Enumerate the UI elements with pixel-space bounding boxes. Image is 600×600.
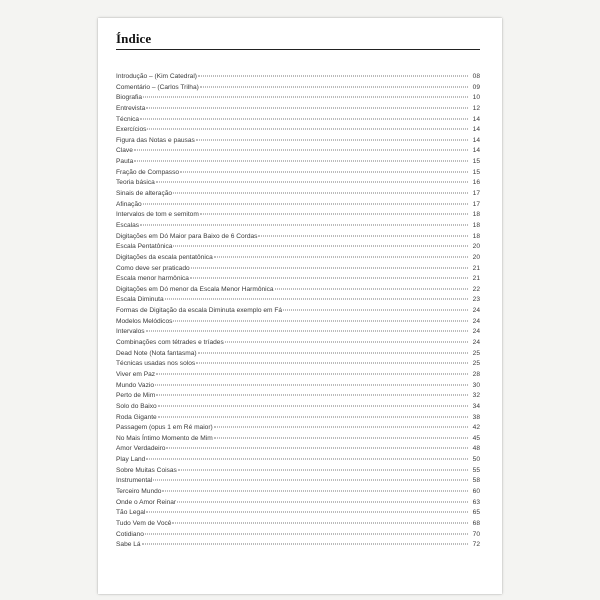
toc-entry-title: Sabe Lá bbox=[116, 541, 141, 549]
toc-entry bbox=[116, 391, 480, 402]
toc-entry-page: 70 bbox=[472, 530, 480, 538]
dot-leader bbox=[173, 193, 468, 194]
toc-entry-title: Dead Note (Nota fantasma) bbox=[116, 349, 197, 357]
dot-leader bbox=[140, 224, 468, 225]
toc-entry bbox=[116, 444, 480, 455]
toc-entry bbox=[116, 317, 480, 328]
dot-leader bbox=[214, 427, 468, 428]
toc-entry-title: Entrevista bbox=[116, 104, 146, 112]
toc-entry bbox=[116, 104, 480, 115]
dot-leader bbox=[146, 107, 468, 108]
toc-entry-title: Onde o Amor Reinar bbox=[116, 498, 177, 506]
toc-entry-title: Formas de Digitação da escala Diminuta exemplo em Fá bbox=[116, 307, 283, 315]
toc-entry-page: 14 bbox=[472, 136, 480, 144]
toc-entry bbox=[116, 189, 480, 200]
toc-entry bbox=[116, 115, 480, 126]
toc-entry-title: Play Land bbox=[116, 456, 146, 464]
toc-entry-title: Clave bbox=[116, 147, 133, 155]
toc-entry-page: 24 bbox=[472, 328, 480, 336]
toc-entry-title: Escala Pentatônica bbox=[116, 243, 173, 251]
toc-entry-title: Técnicas usadas nos solos bbox=[116, 360, 196, 368]
dot-leader bbox=[225, 342, 468, 343]
dot-leader bbox=[173, 246, 468, 247]
toc-entry-page: 22 bbox=[472, 285, 480, 293]
toc-entry-page: 24 bbox=[472, 317, 480, 325]
toc-entry-title: Introdução – (Kim Catedral) bbox=[116, 73, 197, 80]
dot-leader bbox=[146, 331, 468, 332]
dot-leader bbox=[145, 533, 468, 534]
toc-entry-page: 38 bbox=[472, 413, 480, 421]
toc-entry bbox=[116, 434, 480, 445]
toc-entry bbox=[116, 381, 480, 392]
toc-entry-page: 63 bbox=[472, 498, 480, 506]
dot-leader bbox=[162, 490, 468, 491]
toc-entry-title: Instrumental bbox=[116, 477, 153, 485]
toc-entry-page: 17 bbox=[472, 200, 480, 208]
toc-entry-page: 32 bbox=[472, 392, 480, 400]
toc-entry-page: 14 bbox=[472, 126, 480, 134]
toc-entry bbox=[116, 306, 480, 317]
toc-entry-title: Afinação bbox=[116, 200, 142, 208]
toc-entry-page: 58 bbox=[472, 477, 480, 485]
toc-entry-title: Teoria básica bbox=[116, 179, 155, 187]
title-divider bbox=[116, 49, 480, 50]
toc-entry-title: Tão Legal bbox=[116, 509, 146, 517]
toc-entry-page: 68 bbox=[472, 519, 480, 527]
toc-entry-page: 20 bbox=[472, 253, 480, 261]
toc-entry-page: 17 bbox=[472, 190, 480, 198]
toc-entry bbox=[116, 285, 480, 296]
toc-entry-page: 25 bbox=[472, 360, 480, 368]
dot-leader bbox=[196, 139, 468, 140]
toc-entry-title: Escala menor harmônica bbox=[116, 275, 189, 283]
dot-leader bbox=[198, 76, 468, 77]
dot-leader bbox=[180, 171, 468, 172]
toc-entry-title: Mundo Vazio bbox=[116, 381, 154, 389]
toc-entry bbox=[116, 232, 480, 243]
toc-entry bbox=[116, 349, 480, 360]
toc-entry bbox=[116, 370, 480, 381]
toc-entry-title: Figura das Notas e pausas bbox=[116, 136, 195, 144]
toc-entry-title: Tudo Vem de Você bbox=[116, 519, 172, 527]
toc-entry bbox=[116, 264, 480, 275]
toc-entry-page: 45 bbox=[472, 434, 480, 442]
toc-entry bbox=[116, 519, 480, 530]
toc-entry-title: Sobre Muitas Coisas bbox=[116, 466, 177, 474]
toc-entry-title: Viver em Paz bbox=[116, 370, 156, 378]
toc-entry-page: 25 bbox=[472, 349, 480, 357]
toc-entry-page: 50 bbox=[472, 456, 480, 464]
toc-entry-title: Digitações em Dó menor da Escala Menor Harmônica bbox=[116, 285, 274, 293]
toc-entry-page: 10 bbox=[472, 94, 480, 102]
toc-entry-title: Sinais de alteração bbox=[116, 190, 173, 198]
toc-entry-page: 18 bbox=[472, 211, 480, 219]
toc-entry-title: Amor Verdadeiro bbox=[116, 445, 166, 453]
toc-entry-page: 09 bbox=[472, 83, 480, 91]
toc-entry bbox=[116, 221, 480, 232]
dot-leader bbox=[134, 150, 468, 151]
dot-leader bbox=[143, 203, 468, 204]
dot-leader bbox=[190, 278, 468, 279]
dot-leader bbox=[156, 395, 468, 396]
toc-entry-page: 14 bbox=[472, 115, 480, 123]
toc-entry-title: Comentário – (Carlos Trilha) bbox=[116, 83, 199, 91]
toc-entry-page: 21 bbox=[472, 264, 480, 272]
dot-leader bbox=[142, 544, 468, 545]
toc-entry-title: Técnica bbox=[116, 115, 140, 123]
toc-entry bbox=[116, 455, 480, 466]
toc-entry-title: Passagem (opus 1 em Ré maior) bbox=[116, 424, 213, 432]
dot-leader bbox=[283, 310, 468, 311]
dot-leader bbox=[275, 288, 468, 289]
toc-entry-title: Roda Gigante bbox=[116, 413, 157, 421]
dot-leader bbox=[146, 459, 468, 460]
dot-leader bbox=[200, 214, 468, 215]
toc-entry-title: Fração de Compasso bbox=[116, 168, 180, 176]
toc-entry-page: 60 bbox=[472, 487, 480, 495]
dot-leader bbox=[214, 256, 468, 257]
toc-entry-page: 55 bbox=[472, 466, 480, 474]
toc-entry-page: 65 bbox=[472, 509, 480, 517]
toc-entry-title: Escala Diminuta bbox=[116, 296, 164, 304]
toc-entry-title: Digitações da escala pentatônica bbox=[116, 253, 213, 261]
toc-entry-page: 18 bbox=[472, 232, 480, 240]
toc-entry bbox=[116, 253, 480, 264]
toc-entry-title: Solo do Baixo bbox=[116, 402, 157, 410]
dot-leader bbox=[143, 97, 468, 98]
toc-entry-page: 15 bbox=[472, 168, 480, 176]
toc-entry-title: Como deve ser praticado bbox=[116, 264, 190, 272]
toc-entry bbox=[116, 274, 480, 285]
toc-entry-page: 16 bbox=[472, 179, 480, 187]
dot-leader bbox=[147, 129, 468, 130]
dot-leader bbox=[258, 235, 468, 236]
toc-entry bbox=[116, 210, 480, 221]
toc-entry bbox=[116, 402, 480, 413]
toc-entry-page: 24 bbox=[472, 339, 480, 347]
toc-entry-title: Intervalos de tom e semitom bbox=[116, 211, 199, 219]
toc-entry-title: Combinações com tétrades e tríades bbox=[116, 339, 224, 347]
toc-entry bbox=[116, 413, 480, 424]
toc-entry-page: 20 bbox=[472, 243, 480, 251]
toc-entry bbox=[116, 146, 480, 157]
toc-entry-page: 34 bbox=[472, 402, 480, 410]
toc-entry bbox=[116, 359, 480, 370]
dot-leader bbox=[196, 363, 468, 364]
toc-entry bbox=[116, 295, 480, 306]
toc-entry-title: Exercícios bbox=[116, 126, 147, 134]
toc-entry-page: 21 bbox=[472, 275, 480, 283]
dot-leader bbox=[178, 469, 468, 470]
dot-leader bbox=[140, 118, 468, 119]
toc-entry-page: 30 bbox=[472, 381, 480, 389]
dot-leader bbox=[177, 501, 468, 502]
toc-entry bbox=[116, 476, 480, 487]
dot-leader bbox=[155, 384, 468, 385]
table-of-contents bbox=[116, 72, 480, 551]
toc-entry bbox=[116, 93, 480, 104]
toc-entry-page: 08 bbox=[472, 73, 480, 80]
book-page bbox=[98, 18, 502, 594]
toc-entry bbox=[116, 200, 480, 211]
toc-entry-page: 23 bbox=[472, 296, 480, 304]
toc-entry-page: 72 bbox=[472, 541, 480, 549]
dot-leader bbox=[198, 352, 468, 353]
toc-entry-title: Escalas bbox=[116, 221, 140, 229]
toc-entry bbox=[116, 423, 480, 434]
toc-entry bbox=[116, 327, 480, 338]
toc-entry bbox=[116, 540, 480, 551]
dot-leader bbox=[158, 405, 468, 406]
dot-leader bbox=[191, 267, 468, 268]
toc-entry-title: Biografia bbox=[116, 94, 143, 102]
dot-leader bbox=[156, 373, 468, 374]
toc-entry-page: 12 bbox=[472, 104, 480, 112]
toc-entry-page: 18 bbox=[472, 221, 480, 229]
dot-leader bbox=[173, 320, 468, 321]
toc-entry bbox=[116, 508, 480, 519]
dot-leader bbox=[158, 416, 468, 417]
toc-entry bbox=[116, 466, 480, 477]
dot-leader bbox=[200, 86, 468, 87]
dot-leader bbox=[156, 182, 468, 183]
toc-entry bbox=[116, 157, 480, 168]
toc-entry bbox=[116, 83, 480, 94]
toc-entry-page: 15 bbox=[472, 158, 480, 166]
dot-leader bbox=[134, 161, 468, 162]
toc-entry-title: Modelos Melódicos bbox=[116, 317, 173, 325]
toc-entry bbox=[116, 498, 480, 509]
dot-leader bbox=[146, 512, 468, 513]
toc-entry bbox=[116, 338, 480, 349]
toc-entry bbox=[116, 487, 480, 498]
dot-leader bbox=[214, 437, 468, 438]
toc-entry-title: No Mais Íntimo Momento de Mim bbox=[116, 434, 213, 442]
toc-entry bbox=[116, 530, 480, 541]
dot-leader bbox=[172, 522, 468, 523]
toc-entry bbox=[116, 168, 480, 179]
toc-entry-page: 24 bbox=[472, 307, 480, 315]
toc-entry bbox=[116, 242, 480, 253]
toc-entry-title: Pauta bbox=[116, 158, 134, 166]
dot-leader bbox=[165, 299, 468, 300]
toc-entry bbox=[116, 125, 480, 136]
toc-entry bbox=[116, 72, 480, 83]
toc-entry-page: 28 bbox=[472, 370, 480, 378]
toc-entry-page: 48 bbox=[472, 445, 480, 453]
toc-entry-title: Terceiro Mundo bbox=[116, 487, 162, 495]
toc-entry-page: 42 bbox=[472, 424, 480, 432]
toc-entry-title: Perto de Mim bbox=[116, 392, 156, 400]
toc-entry-title: Digitações em Dó Maior para Baixo de 6 Cordas bbox=[116, 232, 258, 240]
toc-entry-title: Cotidiano bbox=[116, 530, 144, 538]
toc-entry bbox=[116, 178, 480, 189]
toc-entry-page: 14 bbox=[472, 147, 480, 155]
dot-leader bbox=[153, 480, 468, 481]
toc-entry bbox=[116, 136, 480, 147]
toc-entry-title: Intervalos bbox=[116, 328, 145, 336]
page-title: Índice bbox=[116, 31, 152, 46]
dot-leader bbox=[166, 448, 468, 449]
